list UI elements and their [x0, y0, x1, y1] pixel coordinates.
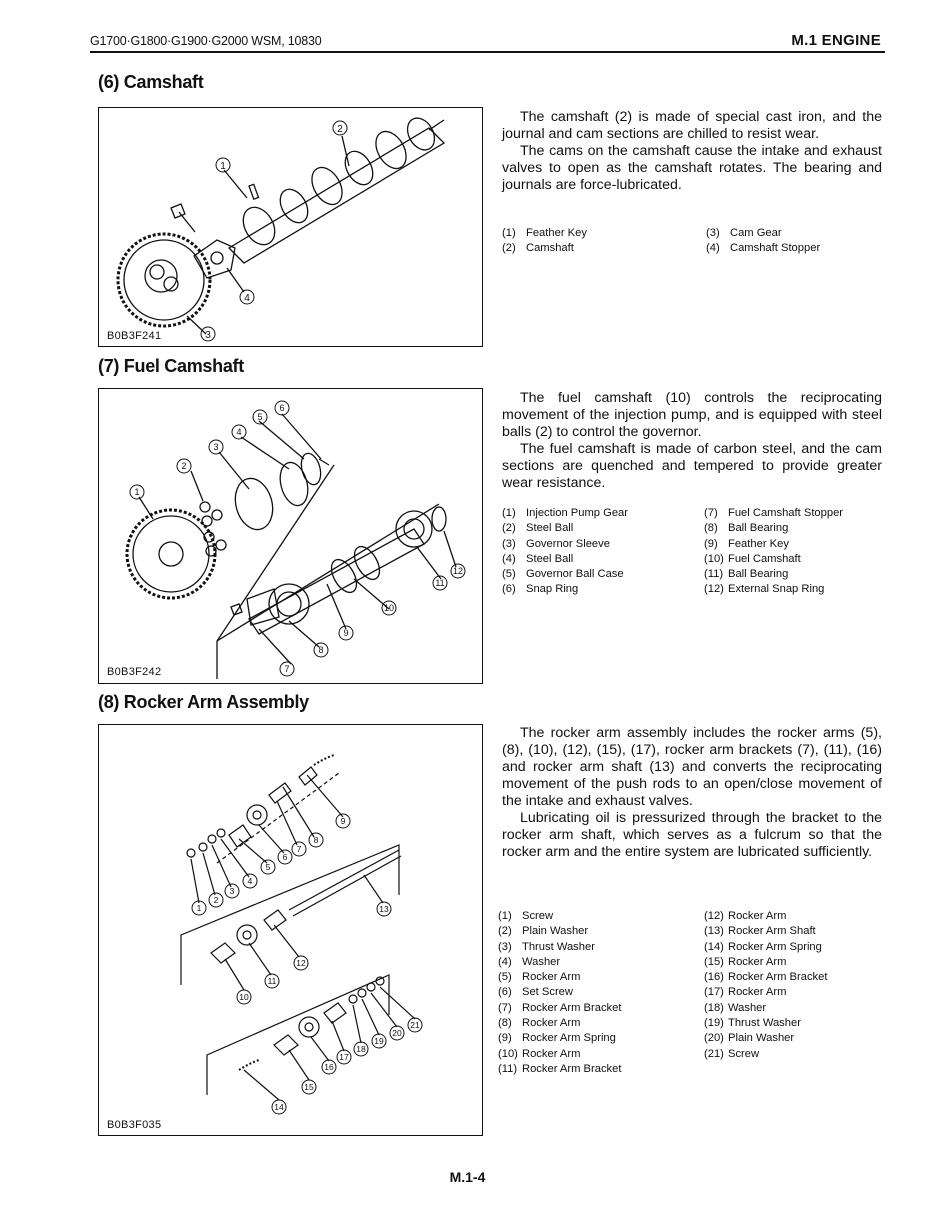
- section-title-rocker-arm: (8) Rocker Arm Assembly: [98, 692, 309, 712]
- svg-text:15: 15: [304, 1082, 314, 1092]
- svg-text:1: 1: [134, 487, 140, 497]
- callout-2-label: 2: [337, 124, 343, 135]
- legend-item: (3) Cam Gear: [706, 227, 782, 239]
- svg-text:18: 18: [356, 1044, 366, 1054]
- svg-text:10: 10: [239, 992, 249, 1002]
- svg-text:4: 4: [236, 427, 242, 437]
- svg-text:10: 10: [383, 603, 395, 613]
- legend-item: (4) Washer: [498, 955, 561, 968]
- svg-text:7: 7: [284, 664, 290, 674]
- legend-item: (5) Rocker Arm: [498, 971, 581, 984]
- svg-text:8: 8: [313, 835, 319, 845]
- legend-item: (17) Rocker Arm: [704, 986, 787, 999]
- rocker-arm-legend: [498, 909, 882, 1079]
- svg-text:19: 19: [374, 1036, 384, 1046]
- svg-text:4: 4: [247, 876, 253, 886]
- header-rule: [90, 51, 885, 53]
- page-header: [90, 34, 885, 54]
- camshaft-figure: [98, 107, 483, 347]
- legend-item: (2) Plain Washer: [498, 925, 589, 938]
- legend-item: (7) Rocker Arm Bracket: [498, 1001, 622, 1014]
- svg-text:7: 7: [296, 844, 302, 854]
- section-title-fuel-camshaft: (7) Fuel Camshaft: [98, 356, 244, 376]
- legend-item: (3) Thrust Washer: [498, 940, 595, 953]
- svg-text:8: 8: [318, 645, 324, 655]
- legend-item: (15) Rocker Arm: [704, 955, 787, 968]
- rocker-arm-figure: [98, 724, 483, 1136]
- chapter-title: M.1 ENGINE: [791, 32, 881, 49]
- fuel-camshaft-illustration: [99, 389, 484, 685]
- svg-text:20: 20: [392, 1028, 402, 1038]
- svg-text:2: 2: [181, 461, 187, 471]
- section-title-camshaft: (6) Camshaft: [98, 72, 204, 92]
- rocker-arm-description: [502, 725, 882, 861]
- legend-item: (9) Rocker Arm Spring: [498, 1032, 616, 1045]
- legend-item: (11) Ball Bearing: [704, 568, 789, 581]
- svg-text:3: 3: [229, 886, 235, 896]
- svg-text:13: 13: [379, 904, 389, 914]
- legend-item: (16) Rocker Arm Bracket: [704, 971, 828, 984]
- figure-code: B0B3F242: [107, 666, 162, 678]
- legend-item: (7) Fuel Camshaft Stopper: [704, 507, 844, 519]
- legend-item: (19) Thrust Washer: [704, 1017, 801, 1030]
- rocker-arm-illustration: [99, 725, 484, 1137]
- legend-item: (13) Rocker Arm Shaft: [704, 925, 816, 938]
- svg-text:11: 11: [267, 976, 277, 986]
- camshaft-illustration: [99, 108, 484, 348]
- legend-item: (14) Rocker Arm Spring: [704, 940, 822, 953]
- legend-item: (20) Plain Washer: [704, 1032, 795, 1045]
- legend-item: (3) Governor Sleeve: [502, 537, 610, 550]
- page-number: M.1-4: [449, 1169, 486, 1185]
- svg-text:6: 6: [279, 403, 285, 413]
- fuel-camshaft-description: [502, 390, 882, 492]
- svg-text:12: 12: [296, 958, 306, 968]
- svg-text:5: 5: [265, 862, 271, 872]
- model-reference: G1700·G1800·G1900·G2000 WSM, 10830: [90, 34, 322, 48]
- camshaft-description: [502, 109, 882, 194]
- legend-item: (18) Washer: [704, 1001, 767, 1014]
- svg-text:21: 21: [410, 1020, 420, 1030]
- svg-text:9: 9: [343, 628, 349, 638]
- camshaft-legend: [502, 226, 882, 258]
- callout-1-label: 1: [220, 161, 226, 172]
- svg-text:5: 5: [257, 412, 263, 422]
- legend-item: (10) Rocker Arm: [498, 1047, 581, 1060]
- paragraph: Lubricating oil is pressurized through the bracket to the rocker arm shaft, which serves as a fulcrum so that the rocker arm and the entire system are lubricated sufficiently.: [502, 810, 882, 860]
- legend-item: (2) Camshaft: [502, 242, 574, 255]
- svg-text:11: 11: [435, 578, 445, 588]
- svg-text:14: 14: [274, 1102, 284, 1112]
- svg-text:3: 3: [213, 442, 219, 452]
- legend-item: (10) Fuel Camshaft: [704, 552, 801, 565]
- legend-item: (6) Snap Ring: [502, 583, 579, 596]
- paragraph: The cams on the camshaft cause the intake and exhaust valves to open as the camshaft rotates. The bearing and journals are force-lubricated.: [502, 143, 882, 193]
- callout-3-label: 3: [205, 330, 211, 341]
- svg-text:17: 17: [339, 1052, 349, 1062]
- legend-item: (6) Set Screw: [498, 986, 573, 999]
- legend-item: (8) Rocker Arm: [498, 1017, 581, 1030]
- legend-item: (4) Steel Ball: [502, 552, 574, 565]
- paragraph: The rocker arm assembly includes the rocker arms (5), (8), (10), (12), (15), (17), rocker arm brackets (7), (11), (16) and rocker arm shaft (13) and converts the reciprocating movement of the push rods to an open/close movement of the intake and exhaust valves.: [502, 725, 882, 809]
- fuel-camshaft-figure: [98, 388, 483, 684]
- legend-item: (8) Ball Bearing: [704, 522, 789, 535]
- svg-text:12: 12: [452, 566, 464, 576]
- legend-item: (9) Feather Key: [704, 537, 789, 550]
- paragraph: The fuel camshaft is made of carbon steel, and the cam sections are quenched and tempered to provide greater wear resistance.: [502, 441, 882, 491]
- legend-item: (1) Feather Key: [502, 227, 587, 239]
- figure-code: B0B3F241: [107, 330, 162, 342]
- legend-item: (12) Rocker Arm: [704, 910, 787, 922]
- legend-item: (12) External Snap Ring: [704, 583, 825, 596]
- svg-text:1: 1: [196, 903, 202, 913]
- svg-text:16: 16: [324, 1062, 334, 1072]
- legend-item: (21) Screw: [704, 1047, 760, 1060]
- paragraph: The fuel camshaft (10) controls the reciprocating movement of the injection pump, and is equipped with steel balls (2) to control the governor.: [502, 390, 882, 440]
- svg-text:6: 6: [282, 852, 288, 862]
- figure-code: B0B3F035: [107, 1119, 162, 1131]
- legend-item: (4) Camshaft Stopper: [706, 242, 821, 255]
- svg-text:9: 9: [340, 816, 346, 826]
- paragraph: The camshaft (2) is made of special cast iron, and the journal and cam sections are chilled to resist wear.: [502, 109, 882, 142]
- svg-text:2: 2: [213, 895, 219, 905]
- legend-item: (1) Injection Pump Gear: [502, 507, 628, 519]
- legend-item: (11) Rocker Arm Bracket: [498, 1062, 622, 1075]
- callout-4-label: 4: [244, 293, 250, 304]
- fuel-camshaft-legend: [502, 506, 882, 601]
- legend-item: (5) Governor Ball Case: [502, 568, 624, 581]
- legend-item: (1) Screw: [498, 910, 554, 922]
- legend-item: (2) Steel Ball: [502, 522, 574, 535]
